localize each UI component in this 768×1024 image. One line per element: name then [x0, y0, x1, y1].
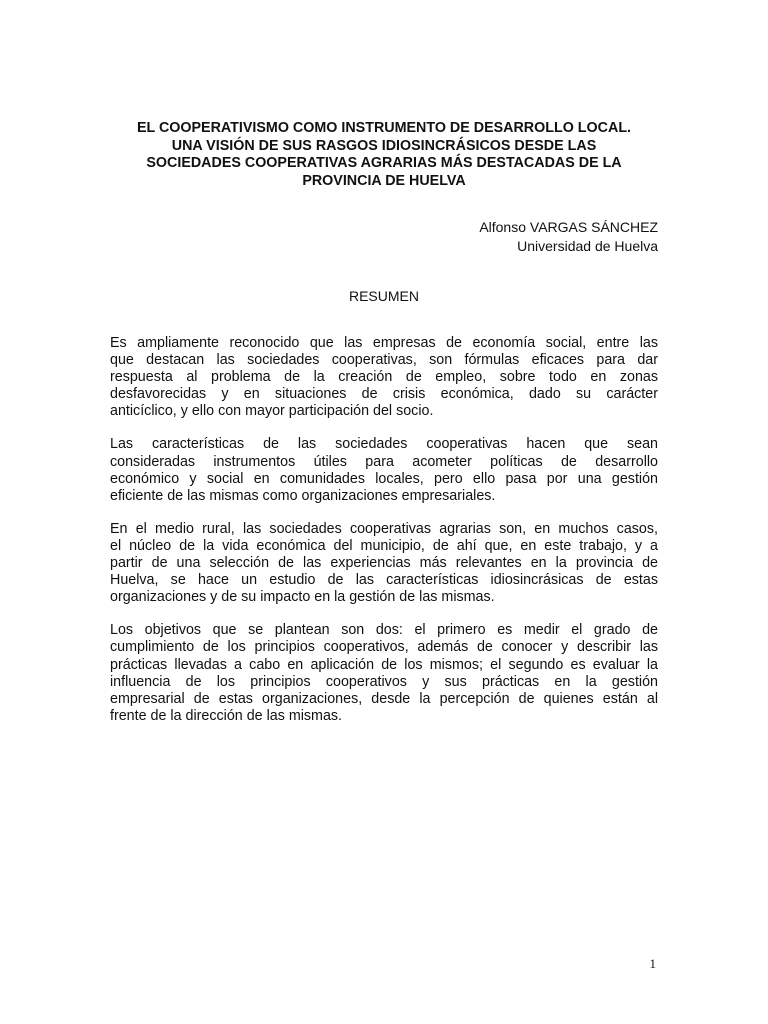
abstract-paragraph — [110, 335, 658, 420]
author-affiliation: Universidad de Huelva — [517, 238, 658, 254]
text-line: partir de una selección de las experiencias más relevantes en la provincia de — [110, 555, 658, 572]
text-line: cumplimiento de los principios cooperativos, además de conocer y describir las — [110, 639, 658, 656]
text-line: organizaciones y de su impacto en la gestión de las mismas. — [110, 589, 495, 606]
section-heading: RESUMEN — [348, 288, 419, 304]
paper-title — [110, 120, 658, 190]
text-line: prácticas llevadas a cabo en aplicación de los mismos; el segundo es evaluar la — [110, 656, 658, 673]
text-line: anticíclico, y ello con mayor participación del socio. — [110, 403, 434, 420]
text-line: En el medio rural, las sociedades cooperativas agrarias son, en muchos casos, — [110, 520, 658, 537]
text-line: Los objetivos que se plantean son dos: el primero es medir el grado de — [110, 622, 658, 639]
title-line: PROVINCIA DE HUELVA — [302, 172, 466, 189]
page-number: 1 — [649, 956, 656, 971]
text-line: eficiente de las mismas como organizaciones empresariales. — [110, 487, 496, 504]
abstract-paragraph — [110, 436, 658, 504]
text-line: que destacan las sociedades cooperativas, son fórmulas eficaces para dar — [110, 352, 658, 369]
abstract-body — [110, 335, 658, 741]
text-line: el núcleo de la vida económica del municipio, de ahí que, en este trabajo, y a — [110, 537, 658, 554]
title-line: UNA VISIÓN DE SUS RASGOS IDIOSINCRÁSICOS DESDE LAS — [171, 137, 597, 154]
title-line: EL COOPERATIVISMO COMO INSTRUMENTO DE DESARROLLO LOCAL. — [136, 120, 632, 136]
author-name: Alfonso VARGAS SÁNCHEZ — [479, 219, 658, 235]
text-line: frente de la dirección de las mismas. — [110, 707, 343, 724]
text-line: Es ampliamente reconocido que las empresas de economía social, entre las — [110, 335, 658, 351]
text-line: consideradas instrumentos útiles para acometer políticas de desarrollo — [110, 453, 658, 470]
author-block — [479, 218, 658, 256]
text-line: respuesta al problema de la creación de empleo, sobre todo en zonas — [110, 369, 658, 386]
text-line: económico y social en comunidades locales, pero ello pasa por una gestión — [110, 470, 658, 487]
abstract-paragraph — [110, 622, 658, 725]
abstract-paragraph — [110, 521, 658, 606]
text-line: Las características de las sociedades cooperativas hacen que sean — [110, 436, 658, 453]
title-line: SOCIEDADES COOPERATIVAS AGRARIAS MÁS DESTACADAS DE LA — [146, 155, 622, 172]
text-line: desfavorecidas y en situaciones de crisis económica, dado su carácter — [110, 386, 658, 403]
text-line: empresarial de estas organizaciones, desde la percepción de quienes están al — [110, 690, 658, 707]
text-line: influencia de los principios cooperativos y sus prácticas en la gestión — [110, 673, 658, 690]
text-line: Huelva, se hace un estudio de las características idiosincrásicas de estas — [110, 572, 658, 589]
